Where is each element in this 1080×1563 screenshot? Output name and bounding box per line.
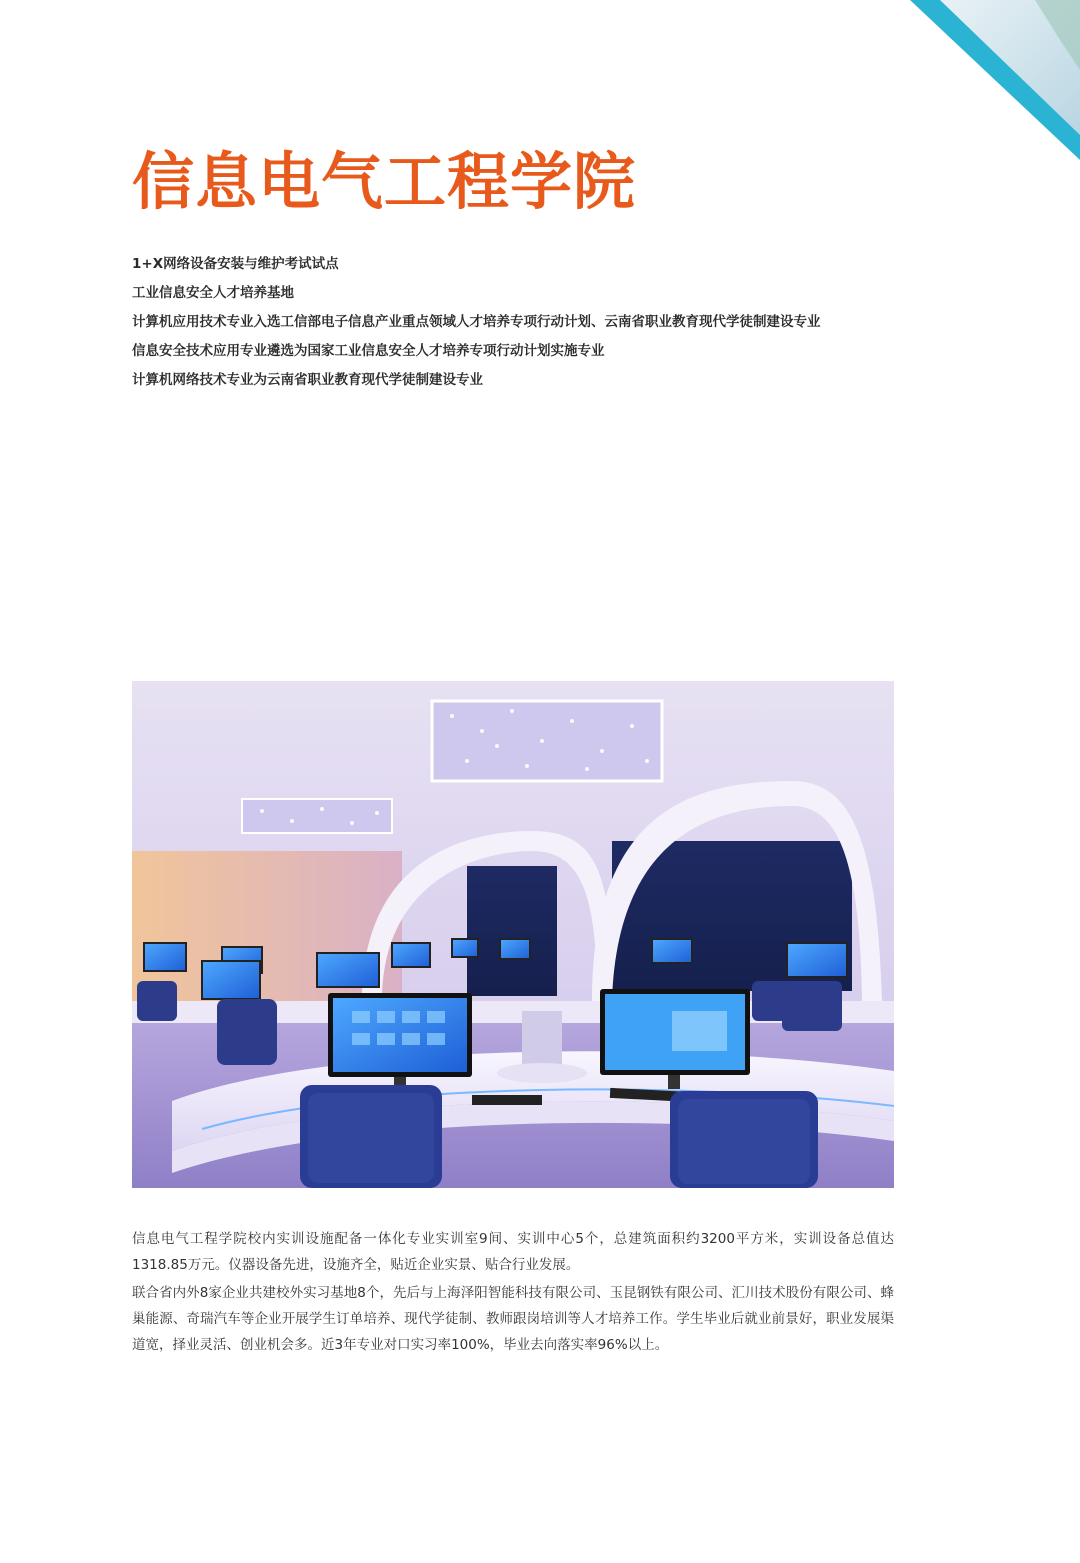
page-title: 信息电气工程学院 (132, 145, 637, 218)
computer-lab-photo (132, 681, 894, 1188)
highlight-item: 1+X网络设备安装与维护考试试点 (132, 256, 339, 272)
paragraph: 信息电气工程学院校内实训设施配备一体化专业实训室9间、实训中心5个，总建筑面积约3200平方米，实训设备总值达1318.85万元。仪器设备先进，设施齐全，贴近企业实景、贴合行业发展。 (132, 1231, 894, 1273)
body-text (132, 1226, 894, 1360)
highlight-item: 计算机应用技术专业入选工信部电子信息产业重点领域人才培养专项行动计划、云南省职业教育现代学徒制建设专业 (132, 314, 821, 330)
highlight-item: 信息安全技术应用专业遴选为国家工业信息安全人才培养专项行动计划实施专业 (132, 343, 605, 359)
paragraph: 联合省内外8家企业共建校外实习基地8个，先后与上海泽阳智能科技有限公司、玉昆钢铁有限公司、汇川技术股份有限公司、蜂巢能源、奇瑞汽车等企业开展学生订单培养、现代学徒制、教师跟岗培训等人才培养工作。学生毕业后就业前景好，职业发展渠道宽，择业灵活、创业机会多。近3年专业对口实习率100%，毕业去向落实率96%以上。 (132, 1285, 894, 1353)
highlight-item: 工业信息安全人才培养基地 (132, 285, 294, 301)
highlights-list (132, 250, 912, 395)
corner-decoration (820, 0, 1080, 160)
highlight-item: 计算机网络技术专业为云南省职业教育现代学徒制建设专业 (132, 372, 483, 388)
